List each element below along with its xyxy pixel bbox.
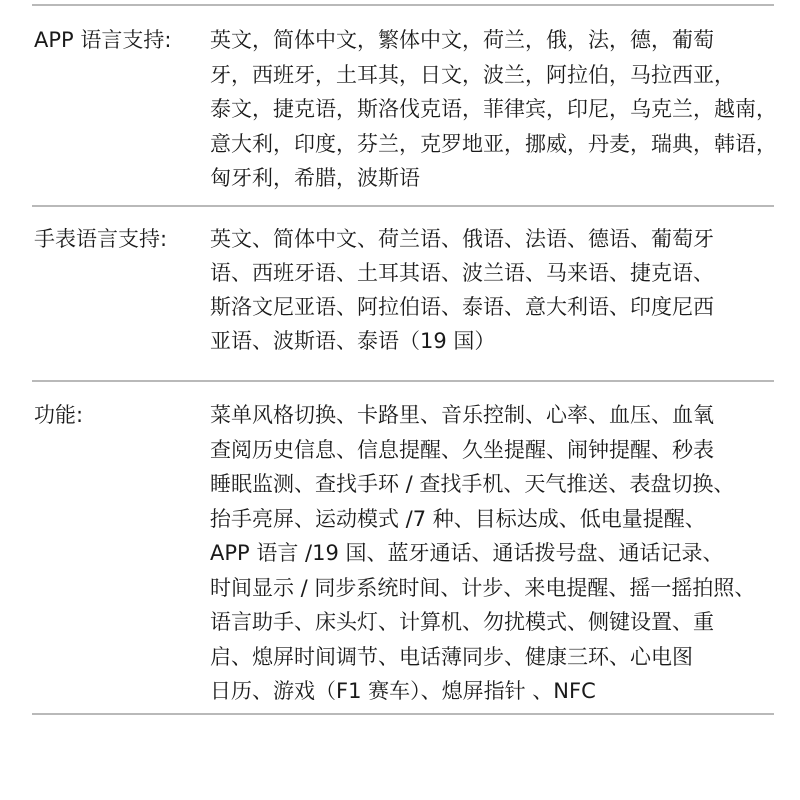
features-list [210,398,770,709]
features-label: 功能: [34,403,84,427]
app-language-line: 匈牙利，希腊，波斯语 [210,166,420,190]
app-language-line: 英文，简体中文，繁体中文，荷兰，俄，法，德，葡萄 [210,28,714,52]
app-language-label: APP 语言支持: [34,28,172,52]
features-line: APP 语言 /19 国、蓝牙通话、通话拨号盘、通话记录、 [210,541,724,565]
features-line: 日历、游戏（F1 赛车）、熄屏指针 、NFC [210,679,596,703]
section-divider [32,380,774,382]
bottom-divider [32,713,774,715]
features-line: 时间显示 / 同步系统时间、计步、来电提醒、摇一摇拍照、 [210,575,756,600]
app-language-line: 意大利，印度，芬兰，克罗地亚，挪威，丹麦，瑞典，韩语， [210,131,777,156]
features-line: 菜单风格切换、卡路里、音乐控制、心率、血压、血氧 [210,403,714,427]
app-language-list [210,23,777,196]
watch-language-line: 英文、简体中文、荷兰语、俄语、法语、德语、葡萄牙 [210,227,714,251]
features-line: 语言助手、床头灯、计算机、勿扰模式、侧键设置、重 [210,610,714,634]
features-line: 查阅历史信息、信息提醒、久坐提醒、闹钟提醒、秒表 [210,437,714,462]
features-line: 启、熄屏时间调节、电话薄同步、健康三环、心电图 [210,644,693,669]
watch-language-line: 亚语、波斯语、泰语（19 国） [210,329,496,353]
features-line: 睡眠监测、查找手环 / 查找手机、天气推送、表盘切换、 [210,472,735,496]
section-divider [32,205,774,207]
top-divider [32,4,774,6]
watch-language-label: 手表语言支持: [34,227,168,251]
watch-language-line: 斯洛文尼亚语、阿拉伯语、泰语、意大利语、印度尼西 [210,295,714,319]
watch-language-line: 语、西班牙语、土耳其语、波兰语、马来语、捷克语、 [210,261,714,285]
app-language-line: 牙，西班牙，土耳其，日文，波兰，阿拉伯，马拉西亚， [210,62,735,87]
features-line: 抬手亮屏、运动模式 /7 种、目标达成、低电量提醒、 [210,506,706,531]
watch-language-list [210,222,770,358]
app-language-line: 泰文，捷克语，斯洛伐克语，菲律宾，印尼，乌克兰，越南， [210,97,777,121]
